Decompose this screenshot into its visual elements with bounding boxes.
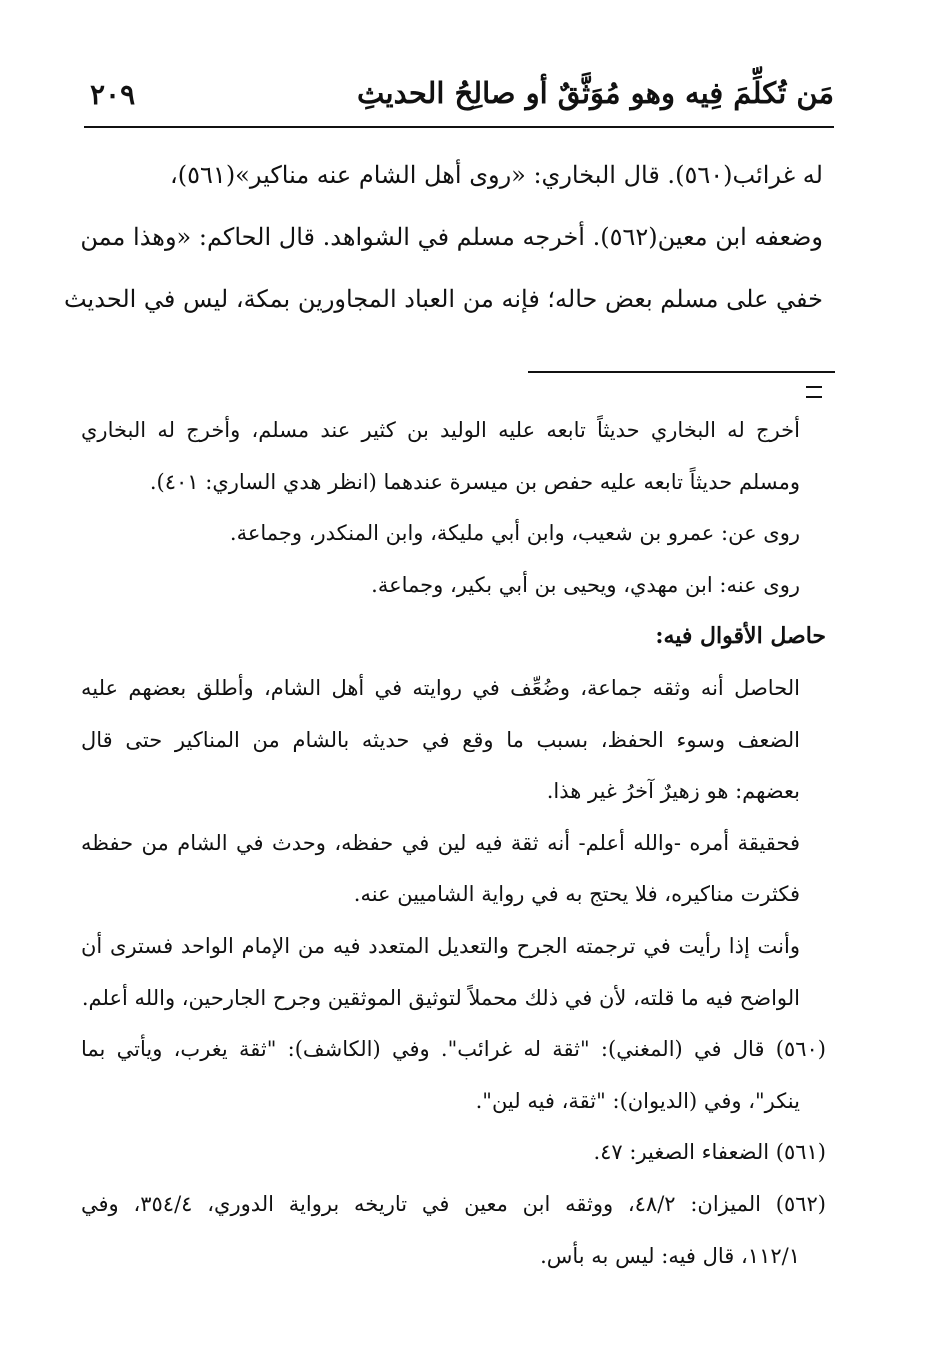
- page-number: ٢٠٩: [90, 78, 136, 111]
- footnote-entry-561: (٥٦١) الضعفاء الصغير: ٤٧.: [593, 1140, 826, 1165]
- main-text-line: له غرائب(٥٦٠). قال البخاري: «روى أهل الشام عنه مناكير»(٥٦١)،: [170, 161, 823, 189]
- footnote-line: أخرج له البخاري حديثاً تابعه عليه الوليد بن كثير عند مسلم، وأخرج له البخاري: [81, 418, 800, 442]
- main-text: [63, 155, 823, 341]
- footnotes: [81, 410, 826, 1287]
- footnote-line: فحقيقة أمره -والله أعلم- أنه ثقة فيه لين في حفظه، وحدث في الشام من حفظه: [81, 830, 800, 855]
- footnote-line: وأنت إذا رأيت في ترجمته الجرح والتعديل المتعدد فيه من الإمام الواحد فسترى أن: [81, 933, 800, 958]
- footnote-line: الواضح فيه ما قلته، لأن في ذلك محملاً لتوثيق الموثقين وجرح الجارحين، والله أعلم.: [81, 985, 800, 1010]
- footnote-line: فكثرت مناكيره، فلا يحتج به في رواية الشاميين عنه.: [353, 882, 800, 907]
- footnote-entry-560: (٥٦٠) قال في (المغني): "ثقة له غرائب". وفي (الكاشف): "ثقة يغرب، ويأتي بما: [81, 1037, 826, 1062]
- footnote-line: ومسلم حديثاً تابعه عليه حفص بن ميسرة عندهما (انظر هدي الساري: ٤٠١).: [149, 469, 800, 494]
- footnote-line: ينكر"، وفي (الديوان): "ثقة، فيه لين".: [475, 1088, 800, 1113]
- main-text-line: خفي على مسلم بعض حاله؛ فإنه من العباد المجاورين بمكة، ليس في الحديث: [63, 285, 823, 313]
- footnote-separator: [528, 371, 835, 373]
- section-heading: حاصل الأقوال فيه:: [655, 623, 826, 650]
- running-title: مَن تُكلِّمَ فِيه وهو مُوَثَّقٌ أو صالِحُ الحديثِ: [357, 76, 834, 110]
- footnote-entry-562: (٥٦٢) الميزان: ٤٨/٢، ووثقه ابن معين في تاريخه برواية الدوري، ٣٥٤/٤، وفي: [81, 1191, 826, 1216]
- footnote-line: روى عن: عمرو بن شعيب، وابن أبي مليكة، وابن المنكدر، وجماعة.: [229, 521, 800, 546]
- footnote-line: روى عنه: ابن مهدي، ويحيى بن أبي بكير، وجماعة.: [371, 572, 800, 597]
- footnote-line: الحاصل أنه وثقه جماعة، وضُعِّف في روايته في أهل الشام، وأطلق بعضهم عليه: [81, 675, 800, 700]
- footnote-line: بعضهم: هو زهيرٌ آخرُ غير هذا.: [546, 779, 800, 804]
- page-header: [82, 72, 834, 122]
- main-text-line: وضعفه ابن معين(٥٦٢). أخرجه مسلم في الشواهد. قال الحاكم: «وهذا ممن: [80, 223, 823, 251]
- footnote-continuation-mark: [806, 386, 822, 398]
- footnote-line: ١١٢/١، قال فيه: ليس به بأس.: [540, 1243, 800, 1268]
- header-rule: [84, 126, 834, 128]
- footnote-line: الضعف وسوء الحفظ، بسبب ما وقع في حديثه بالشام من المناكير حتى قال: [81, 727, 800, 752]
